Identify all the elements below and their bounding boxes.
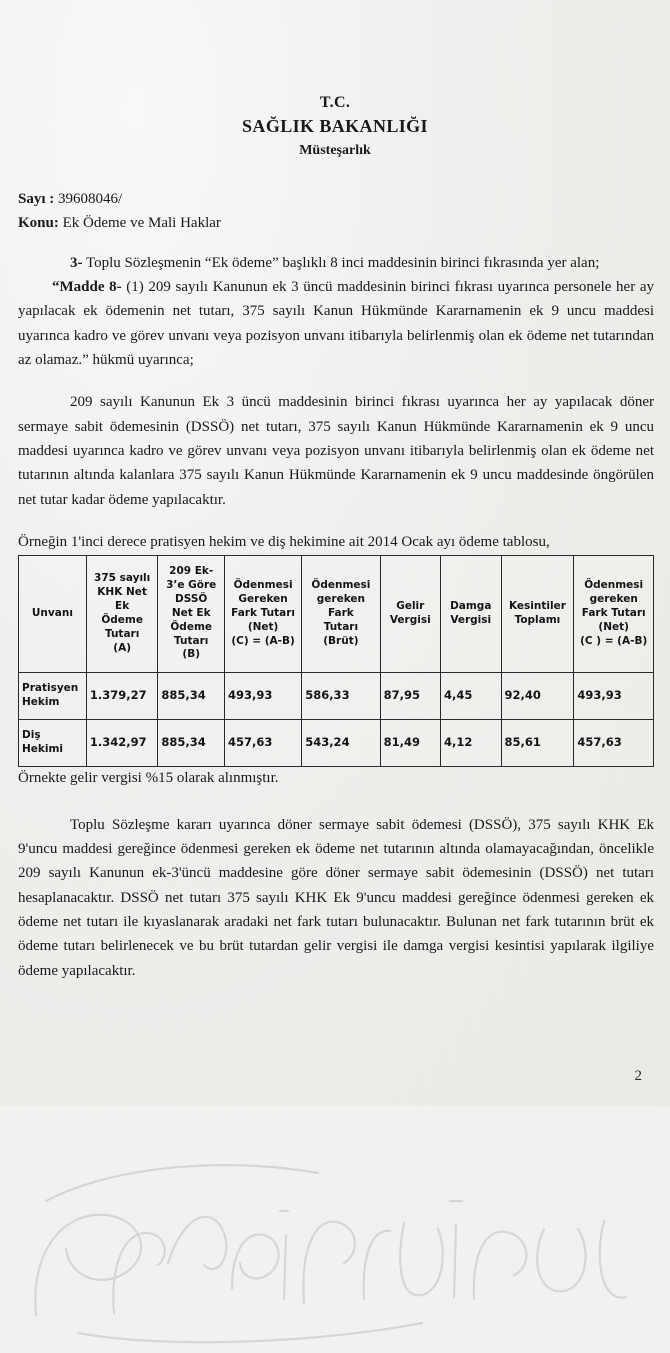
closing-section (0, 813, 670, 983)
paragraph-quote (18, 275, 654, 372)
payment-table-body (19, 672, 654, 766)
table-header-line: Gelir (396, 599, 425, 612)
konu-value: Ek Ödeme ve Mali Haklar (62, 214, 221, 231)
table-header-line: Net Ek (171, 606, 211, 619)
table-header-line: 375 sayılı (94, 572, 151, 585)
sayi-value: 39608046/ (58, 191, 123, 208)
paragraph-item-3 (18, 251, 654, 275)
table-header-line: (Net) (247, 620, 279, 633)
table-cell-value: 92,40 (501, 672, 574, 719)
table-header-line: KHK Net (97, 586, 147, 599)
table-cell-value: 543,24 (302, 719, 380, 766)
letterhead-unit: Müsteşarlık (299, 142, 371, 158)
table-header-line: Gereken (238, 593, 288, 605)
table-header-line: Ödeme (170, 620, 213, 633)
table-cell-title-line: Hekimi (22, 742, 64, 755)
table-header-line: Ödenmesi (584, 579, 644, 592)
table-header-line: Tutarı (323, 620, 359, 633)
table-header-line: 209 Ek- (169, 565, 214, 578)
table-header-line: Fark Tutarı (231, 606, 295, 619)
closing-paragraph: Toplu Sözleşme kararı uyarınca döner sermaye sabit ödemesi (DSSÖ), 375 sayılı KHK Ek 9'uncu maddesi gereğince ödenmesi gereken ek ödeme net tutarının altında olamayacağından, öncelikle 209 sayılı Kanunun ek-3'üncü maddesine göre döner sermaye sabit ödemesinin (DSSÖ) net tutarı hesaplanacaktır. DSSÖ net tutarı 375 sayılı KHK Ek 9'uncu maddesi gereğince ödenmesi gereken ek ödeme net tutarı ile kıyaslanarak aradaki net fark tutarı bulunacaktır. Bulunan net fark tutarının brüt ek ödeme tutarı belirlenecek ve bu brüt tutardan gelir vergisi ile damga vergisi kesintisi yapılarak ilgiliye ödeme yapılacaktır. (18, 816, 654, 979)
table-cell-value: 1.342,97 (86, 719, 158, 766)
table-header-dsso-net-b (158, 555, 225, 672)
table-row (19, 672, 654, 719)
letterhead-republic: T.C. (319, 94, 351, 111)
table-cell-title-line: Pratisyen (22, 681, 79, 694)
table-header-fark-net-1 (224, 555, 301, 672)
paragraph-explanation: 209 sayılı Kanunun Ek 3 üncü maddesinin birinci fıkrası uyarınca her ay yapılacak döner sermaye sabit ödemesinin (DSSÖ) net tutarı, 375 sayılı Kanun Hükmünde Kararnamenin ek 9 uncu maddesi uyarınca kadro ve görev unvanı veya pozisyon unvanı itibarıyla belirlenmiş olan ek ödeme net tutarının altında kalanlara 375 sayılı Kanun Hükmünde Kararnamenin ek 9 uncu maddesinde öngörülen net tutar kadar ödeme yapılacaktır. (18, 394, 654, 508)
table-cell-title (19, 672, 87, 719)
sayi-label: Sayı : (18, 191, 55, 208)
table-cell-value: 493,93 (224, 672, 301, 719)
table-header-line: DSSÖ (175, 593, 208, 605)
table-header-line: (Net) (598, 620, 629, 633)
table-header-line: Kesintiler (508, 599, 566, 612)
table-header-line: gereken (316, 593, 365, 605)
quote-article-label: “Madde 8- (52, 279, 122, 296)
table-cell-value: 81,49 (380, 719, 440, 766)
table-cell-value: 457,63 (574, 719, 654, 766)
table-header-line: gereken (589, 593, 638, 605)
table-cell-value: 457,63 (224, 719, 301, 766)
table-header-line: Tutarı (104, 627, 140, 640)
table-header-line: (B) (182, 648, 200, 661)
table-header-line: (C) = (A-B) (231, 634, 295, 647)
letterhead-ministry: SAĞLIK BAKANLIĞI (242, 116, 428, 137)
watermark (18, 1103, 654, 1353)
payment-table-head (19, 555, 654, 672)
table-header-line: Vergisi (450, 613, 492, 626)
table-header-line: (A) (113, 641, 131, 654)
table-header-line: Tutarı (174, 634, 209, 647)
table-cell-value: 1.379,27 (86, 672, 158, 719)
letterhead (0, 92, 670, 160)
quote-article-text: (1) 209 sayılı Kanunun ek 3 üncü maddesinin birinci fıkrası uyarınca personele her ay yapılacak ek ödemenin net tutarı, 375 sayılı Kanun Hükmünde Kararnamenin ek 9 uncu maddesi uyarınca kadro ve görev unvanı veya pozisyon unvanı itibarıyla belirlenmiş olan ek ödeme net tutarından az olamaz.” hükmü uyarınca; (18, 279, 654, 369)
table-header-line: Toplamı (514, 613, 561, 626)
table-header-line: Fark (327, 606, 354, 619)
table-header-line: Vergisi (389, 613, 431, 626)
table-header-line: Damga (450, 599, 492, 612)
table-header-fark-brut (302, 555, 380, 672)
table-cell-value: 4,12 (440, 719, 501, 766)
table-header-fark-net-2 (574, 555, 654, 672)
table-header-line: Fark Tutarı (581, 606, 646, 619)
table-cell-value: 85,61 (501, 719, 574, 766)
payment-table (18, 555, 654, 767)
konu-label: Konu: (18, 214, 59, 231)
table-header-line: Ödenmesi (311, 579, 371, 592)
table-cell-value: 885,34 (158, 719, 225, 766)
table-header-line: Ödeme (101, 613, 143, 626)
table-caption: Örneğin 1'inci derece pratisyen hekim ve diş hekimine ait 2014 Ocak ayı ödeme tablosu, (18, 533, 550, 550)
table-header-row (19, 555, 654, 672)
table-cell-title (19, 719, 87, 766)
reference-block (0, 188, 670, 235)
table-row (19, 719, 654, 766)
table-header-line: 3’e Göre (166, 579, 217, 592)
table-header-damga-vergisi (440, 555, 501, 672)
table-header-line: Ödenmesi (233, 579, 293, 592)
table-cell-title-line: Diş (22, 728, 41, 741)
table-wrapper (0, 555, 670, 767)
item-intro-text: Toplu Sözleşmenin “Ek ödeme” başlıklı 8 inci maddesinin birinci fıkrasında yer alan; (82, 254, 600, 271)
table-cell-value: 87,95 (380, 672, 440, 719)
table-cell-value: 586,33 (302, 672, 380, 719)
reference-row-sayi (18, 188, 670, 211)
table-note: Örnekte gelir vergisi %15 olarak alınmıştır. (18, 769, 279, 786)
body-area (0, 251, 670, 512)
table-header-line: Unvanı (31, 606, 73, 619)
table-header-line: (C ) = (A-B) (580, 634, 648, 647)
reference-row-konu (18, 212, 670, 235)
table-header-unvani (19, 555, 87, 672)
page-number: 2 (634, 1068, 642, 1084)
table-header-kesintiler-toplami (501, 555, 574, 672)
table-cell-value: 885,34 (158, 672, 225, 719)
table-header-gelir-vergisi (380, 555, 440, 672)
table-cell-title-line: Hekim (22, 695, 60, 708)
table-cell-value: 4,45 (440, 672, 501, 719)
item-number: 3- (70, 254, 83, 271)
table-cell-value: 493,93 (574, 672, 654, 719)
table-header-line: Ek (115, 599, 130, 612)
table-header-line: (Brüt) (323, 634, 359, 647)
table-header-khk-net-a (86, 555, 158, 672)
